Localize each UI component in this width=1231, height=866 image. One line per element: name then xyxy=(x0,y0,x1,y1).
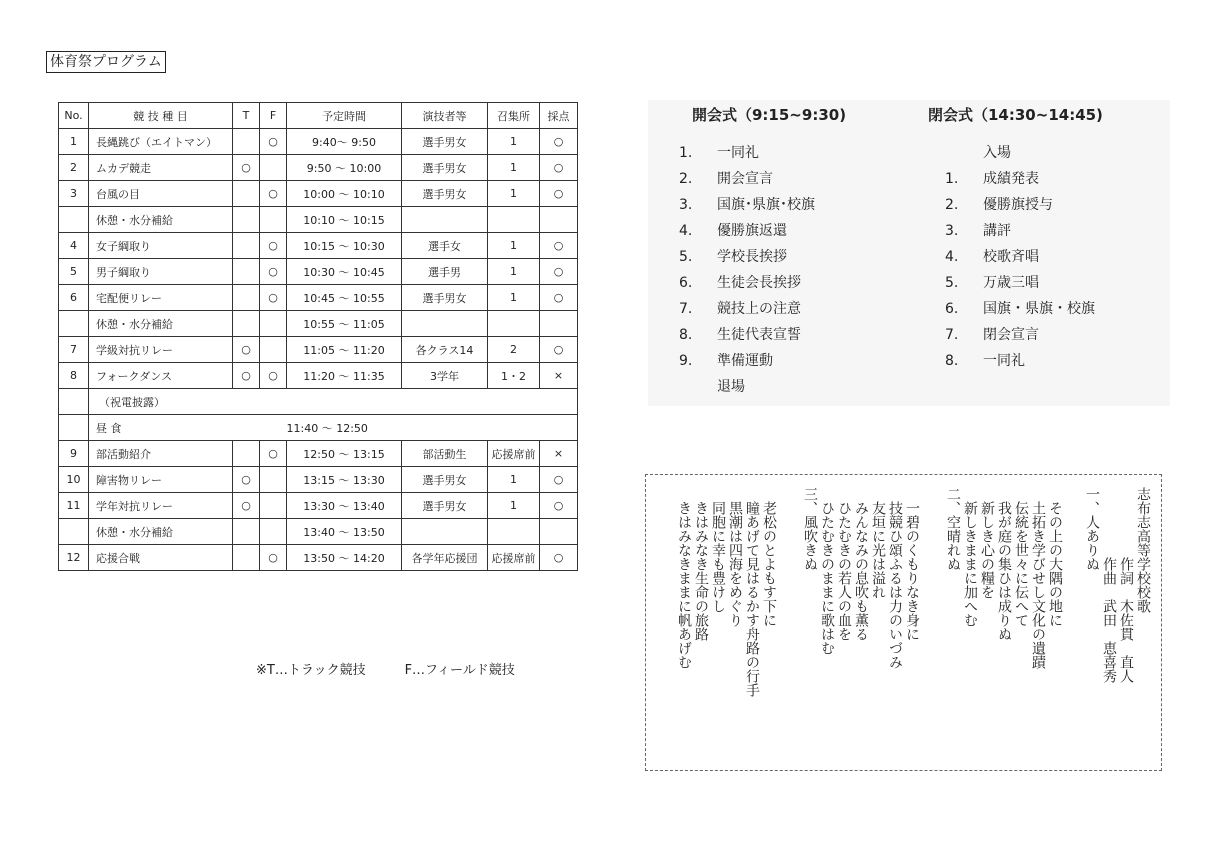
cell-f: ○ xyxy=(260,441,287,467)
cell-score: ○ xyxy=(540,155,578,181)
song-line: ひたむきの若人の血を xyxy=(836,501,852,641)
ceremony-item xyxy=(679,351,815,377)
cell-event: 長縄跳び（エイトマン） xyxy=(89,129,233,155)
ceremony-item-text: 優勝旗授与 xyxy=(983,197,1053,213)
page-title: 体育祭プログラム xyxy=(46,51,166,73)
ceremony-item xyxy=(945,325,1095,351)
ceremony-item-number: 3. xyxy=(945,223,959,239)
cell-no: 10 xyxy=(59,467,89,493)
cell-t xyxy=(233,519,260,545)
cell-no: 2 xyxy=(59,155,89,181)
congrats-row-label: （祝電披露） xyxy=(89,389,578,415)
ceremony-item xyxy=(679,143,815,169)
cell-f: ○ xyxy=(260,129,287,155)
ceremony-item xyxy=(679,247,815,273)
song-line: 一碧のくもりなき身に xyxy=(904,501,920,641)
table-row xyxy=(59,285,578,311)
school-song-box xyxy=(645,474,1162,771)
ceremony-item-text: 準備運動 xyxy=(717,353,773,369)
cell-f: ○ xyxy=(260,259,287,285)
ceremony-item-number: 3. xyxy=(679,197,693,213)
song-line: 新しきままに加へむ xyxy=(962,501,978,627)
cell-f: ○ xyxy=(260,363,287,389)
song-line xyxy=(801,487,818,759)
cell-no: 1 xyxy=(59,129,89,155)
cell-no: 9 xyxy=(59,441,89,467)
cell-event: 学年対抗リレー xyxy=(89,493,233,519)
cell-time: 10:10 ～ 10:15 xyxy=(287,207,402,233)
cell-assembly xyxy=(488,207,540,233)
cell-time: 9:50 ～ 10:00 xyxy=(287,155,402,181)
cell-f: ○ xyxy=(260,181,287,207)
cell-no: 11 xyxy=(59,493,89,519)
ceremony-item-number: 7. xyxy=(679,301,693,317)
ceremony-item xyxy=(945,273,1095,299)
cell-time: 13:50 ～ 14:20 xyxy=(287,545,402,571)
cell-time: 13:15 ～ 13:30 xyxy=(287,467,402,493)
cell-score: ○ xyxy=(540,337,578,363)
song-line: 新しき心の糧を xyxy=(979,501,995,599)
song-line: 土拓き学びせし文化の遺蹟 xyxy=(1030,501,1046,669)
song-line: 技競ひ頌ふるは力のいづみ xyxy=(887,501,903,669)
cell-no xyxy=(59,311,89,337)
table-row xyxy=(59,441,578,467)
ceremony-item-number: 4. xyxy=(945,249,959,265)
cell-time: 12:50 ～ 13:15 xyxy=(287,441,402,467)
song-line: その上の大隅の地に xyxy=(1047,501,1063,627)
cell-time: 11:05 ～ 11:20 xyxy=(287,337,402,363)
ceremony-item-text: 入場 xyxy=(983,145,1011,161)
song-line: 老松のとよもす下に xyxy=(761,501,777,627)
cell-event: 男子綱取り xyxy=(89,259,233,285)
ceremony-item-text: 閉会宣言 xyxy=(983,327,1039,343)
ceremony-item-text: 優勝旗返還 xyxy=(717,223,787,239)
table-row xyxy=(59,545,578,571)
cell-no: 12 xyxy=(59,545,89,571)
ceremony-item-number: 8. xyxy=(679,327,693,343)
cell-no xyxy=(59,207,89,233)
opening-ceremony-list xyxy=(679,143,815,403)
ceremony-item-text: 万歳三唱 xyxy=(983,275,1039,291)
cell-t xyxy=(233,129,260,155)
cell-event: 台風の目 xyxy=(89,181,233,207)
cell-perf: 選手男女 xyxy=(402,129,488,155)
school-song-text xyxy=(675,487,1151,759)
verse-number: 一、 xyxy=(1084,487,1100,515)
cell-t xyxy=(233,311,260,337)
cell-score: ○ xyxy=(540,181,578,207)
verse-number: 二、 xyxy=(945,487,961,515)
ceremony-item-text: 一同礼 xyxy=(717,145,759,161)
cell-event: 障害物リレー xyxy=(89,467,233,493)
ceremony-item xyxy=(679,273,815,299)
ceremony-item-number: 2. xyxy=(945,197,959,213)
cell-t xyxy=(233,545,260,571)
cell-t xyxy=(233,233,260,259)
cell-perf: 3学年 xyxy=(402,363,488,389)
ceremony-item xyxy=(945,247,1095,273)
cell-assembly: 1 xyxy=(488,493,540,519)
table-row xyxy=(59,337,578,363)
table-header-cell: 採点 xyxy=(540,103,578,129)
cell-no: 3 xyxy=(59,181,89,207)
cell-time: 9:40～ 9:50 xyxy=(287,129,402,155)
song-line: 我が庭の集ひは成りぬ xyxy=(996,501,1012,641)
ceremony-item xyxy=(679,169,815,195)
cell-perf xyxy=(402,311,488,337)
table-header-cell: 召集所 xyxy=(488,103,540,129)
table-header-row xyxy=(59,103,578,129)
cell-assembly: 1 xyxy=(488,155,540,181)
cell-f: ○ xyxy=(260,233,287,259)
cell-score: ○ xyxy=(540,467,578,493)
cell-assembly: 応援席前 xyxy=(488,441,540,467)
ceremony-item-text: 生徒代表宣誓 xyxy=(717,327,801,343)
cell-event: 女子綱取り xyxy=(89,233,233,259)
cell-event: フォークダンス xyxy=(89,363,233,389)
cell-t: ○ xyxy=(233,155,260,181)
cell-t xyxy=(233,259,260,285)
cell-f xyxy=(260,155,287,181)
song-line: きはみなき生命の旅路 xyxy=(693,501,709,641)
cell-f xyxy=(260,493,287,519)
cell-score xyxy=(540,207,578,233)
song-title: 志布志高等学校校歌 xyxy=(1135,487,1151,613)
cell-assembly xyxy=(488,311,540,337)
cell-perf xyxy=(402,207,488,233)
cell-perf: 各学年応援団 xyxy=(402,545,488,571)
song-line: 伝統を世々に伝へて xyxy=(1013,501,1029,627)
cell-score: ○ xyxy=(540,259,578,285)
ceremony-item xyxy=(945,195,1095,221)
cell-no: 8 xyxy=(59,363,89,389)
ceremony-item-number: 1. xyxy=(679,145,693,161)
song-credit-music: 作曲 武田 恵喜秀 xyxy=(1101,557,1117,683)
table-row xyxy=(59,207,578,233)
song-line xyxy=(1083,487,1100,759)
song-line: 黒潮は四海をめぐり xyxy=(727,501,743,627)
cell-event: 学級対抗リレー xyxy=(89,337,233,363)
cell-f: ○ xyxy=(260,285,287,311)
cell-perf: 選手男女 xyxy=(402,181,488,207)
ceremony-item xyxy=(945,299,1095,325)
ceremony-item-text: 一同礼 xyxy=(983,353,1025,369)
cell-time: 10:30 ～ 10:45 xyxy=(287,259,402,285)
cell-score: × xyxy=(540,441,578,467)
ceremony-item-text: 国旗･県旗･校旗 xyxy=(717,197,815,213)
ceremony-item xyxy=(945,221,1095,247)
closing-ceremony-title: 閉会式（14:30~14:45) xyxy=(928,106,1103,124)
ceremony-item xyxy=(945,169,1095,195)
cell-perf: 選手女 xyxy=(402,233,488,259)
song-line-text: 人ありぬ xyxy=(1084,515,1100,571)
table-row xyxy=(59,311,578,337)
cell-f xyxy=(260,311,287,337)
ceremony-item-number: 4. xyxy=(679,223,693,239)
cell-score: ○ xyxy=(540,545,578,571)
table-row xyxy=(59,155,578,181)
cell-assembly: 1 xyxy=(488,129,540,155)
lunch-row xyxy=(59,415,578,441)
ceremony-item-number: 6. xyxy=(679,275,693,291)
cell-assembly: 1 xyxy=(488,285,540,311)
legend-note: ※T…トラック競技 F…フィールド競技 xyxy=(256,663,515,678)
cell-time: 13:30 ～ 13:40 xyxy=(287,493,402,519)
cell-event: 部活動紹介 xyxy=(89,441,233,467)
table-row xyxy=(59,493,578,519)
cell-f xyxy=(260,337,287,363)
cell-event: 休憩・水分補給 xyxy=(89,311,233,337)
ceremony-item-number: 7. xyxy=(945,327,959,343)
opening-ceremony-title: 開会式（9:15~9:30) xyxy=(692,106,847,124)
ceremony-item-text: 退場 xyxy=(717,379,745,395)
song-line: ひたむきのままに歌はむ xyxy=(819,501,835,655)
cell-score: ○ xyxy=(540,233,578,259)
table-header-cell: 演技者等 xyxy=(402,103,488,129)
cell-assembly: 1 xyxy=(488,233,540,259)
cell-t: ○ xyxy=(233,337,260,363)
cell-score: ○ xyxy=(540,493,578,519)
ceremony-item xyxy=(945,351,1095,377)
table-header-cell: F xyxy=(260,103,287,129)
song-line: 瞳あげて見はるかす舟路の行手 xyxy=(744,501,760,697)
cell-perf: 選手男女 xyxy=(402,493,488,519)
cell-event: ムカデ競走 xyxy=(89,155,233,181)
table-row xyxy=(59,363,578,389)
cell-assembly: 1 xyxy=(488,467,540,493)
ceremony-item-text: 競技上の注意 xyxy=(717,301,801,317)
cell-score xyxy=(540,519,578,545)
ceremony-item-text: 講評 xyxy=(983,223,1011,239)
ceremony-item xyxy=(945,143,1095,169)
cell-t xyxy=(233,181,260,207)
cell-event: 宅配便リレー xyxy=(89,285,233,311)
cell-no xyxy=(59,519,89,545)
ceremony-item xyxy=(679,325,815,351)
table-row xyxy=(59,519,578,545)
table-row xyxy=(59,181,578,207)
cell-t xyxy=(233,441,260,467)
cell-no: 7 xyxy=(59,337,89,363)
cell-assembly: 応援席前 xyxy=(488,545,540,571)
table-row xyxy=(59,233,578,259)
ceremony-item-text: 成績発表 xyxy=(983,171,1039,187)
cell-no: 6 xyxy=(59,285,89,311)
table-header-cell: 競 技 種 目 xyxy=(89,103,233,129)
cell-event: 応援合戦 xyxy=(89,545,233,571)
ceremony-item-number: 6. xyxy=(945,301,959,317)
ceremony-item-text: 国旗・県旗・校旗 xyxy=(983,301,1095,317)
cell-f xyxy=(260,467,287,493)
verse-number: 三、 xyxy=(802,487,818,515)
ceremony-item-number: 5. xyxy=(945,275,959,291)
table-header-cell: T xyxy=(233,103,260,129)
table-header-cell: No. xyxy=(59,103,89,129)
table-row xyxy=(59,389,578,415)
cell-perf: 選手男女 xyxy=(402,285,488,311)
cell-f xyxy=(260,207,287,233)
cell-score xyxy=(540,311,578,337)
ceremony-item xyxy=(679,377,815,403)
lunch-label: 昼 食 xyxy=(89,415,287,441)
song-line-text: 空晴れぬ xyxy=(945,515,961,571)
song-line: みんなみの息吹も薫る xyxy=(853,501,869,641)
cell-perf: 選手男 xyxy=(402,259,488,285)
cell-no: 5 xyxy=(59,259,89,285)
cell-perf: 選手男女 xyxy=(402,155,488,181)
ceremony-item-number: 5. xyxy=(679,249,693,265)
table-row xyxy=(59,467,578,493)
cell-time: 11:20 ～ 11:35 xyxy=(287,363,402,389)
song-credit-lyrics: 作詞 木佐貫 直人 xyxy=(1118,557,1134,683)
ceremony-item-number: 1. xyxy=(945,171,959,187)
cell-perf: 各クラス14 xyxy=(402,337,488,363)
cell-event: 休憩・水分補給 xyxy=(89,519,233,545)
cell-t xyxy=(233,285,260,311)
ceremony-item-text: 学校長挨拶 xyxy=(717,249,787,265)
ceremony-item-number: 2. xyxy=(679,171,693,187)
song-line: きはみなきままに帆あげむ xyxy=(676,501,692,669)
cell-assembly: 1 xyxy=(488,181,540,207)
ceremony-item-text: 生徒会長挨拶 xyxy=(717,275,801,291)
cell-time: 10:45 ～ 10:55 xyxy=(287,285,402,311)
song-line: 同胞に幸も豊けし xyxy=(710,501,726,613)
cell-assembly xyxy=(488,519,540,545)
cell-assembly: 2 xyxy=(488,337,540,363)
cell-score: ○ xyxy=(540,285,578,311)
table-row xyxy=(59,129,578,155)
ceremony-item xyxy=(679,299,815,325)
ceremony-item-text: 校歌斉唱 xyxy=(983,249,1039,265)
cell-time: 10:15 ～ 10:30 xyxy=(287,233,402,259)
table-row xyxy=(59,259,578,285)
song-line-text: 風吹きぬ xyxy=(802,515,818,571)
cell-time: 13:40 ～ 13:50 xyxy=(287,519,402,545)
ceremony-item-number: 9. xyxy=(679,353,693,369)
cell-assembly: 1 xyxy=(488,259,540,285)
cell-t: ○ xyxy=(233,467,260,493)
ceremony-item-text: 開会宣言 xyxy=(717,171,773,187)
cell-no xyxy=(59,415,89,441)
closing-ceremony-list xyxy=(945,143,1095,377)
ceremony-item-number: 8. xyxy=(945,353,959,369)
cell-assembly: 1・2 xyxy=(488,363,540,389)
cell-score: ○ xyxy=(540,129,578,155)
cell-perf: 部活動生 xyxy=(402,441,488,467)
cell-score: × xyxy=(540,363,578,389)
cell-time: 10:55 ～ 11:05 xyxy=(287,311,402,337)
ceremony-item xyxy=(679,195,815,221)
cell-t: ○ xyxy=(233,363,260,389)
cell-perf: 選手男女 xyxy=(402,467,488,493)
cell-t: ○ xyxy=(233,493,260,519)
cell-f: ○ xyxy=(260,545,287,571)
cell-t xyxy=(233,207,260,233)
cell-event: 休憩・水分補給 xyxy=(89,207,233,233)
cell-no xyxy=(59,389,89,415)
ceremony-item xyxy=(679,221,815,247)
cell-perf xyxy=(402,519,488,545)
cell-no: 4 xyxy=(59,233,89,259)
cell-time: 10:00 ～ 10:10 xyxy=(287,181,402,207)
song-line: 友垣に光は溢れ xyxy=(870,501,886,599)
cell-f xyxy=(260,519,287,545)
program-table xyxy=(58,102,578,571)
song-line xyxy=(944,487,961,759)
table-header-cell: 予定時間 xyxy=(287,103,402,129)
lunch-time: 11:40 ～ 12:50 xyxy=(287,415,578,441)
